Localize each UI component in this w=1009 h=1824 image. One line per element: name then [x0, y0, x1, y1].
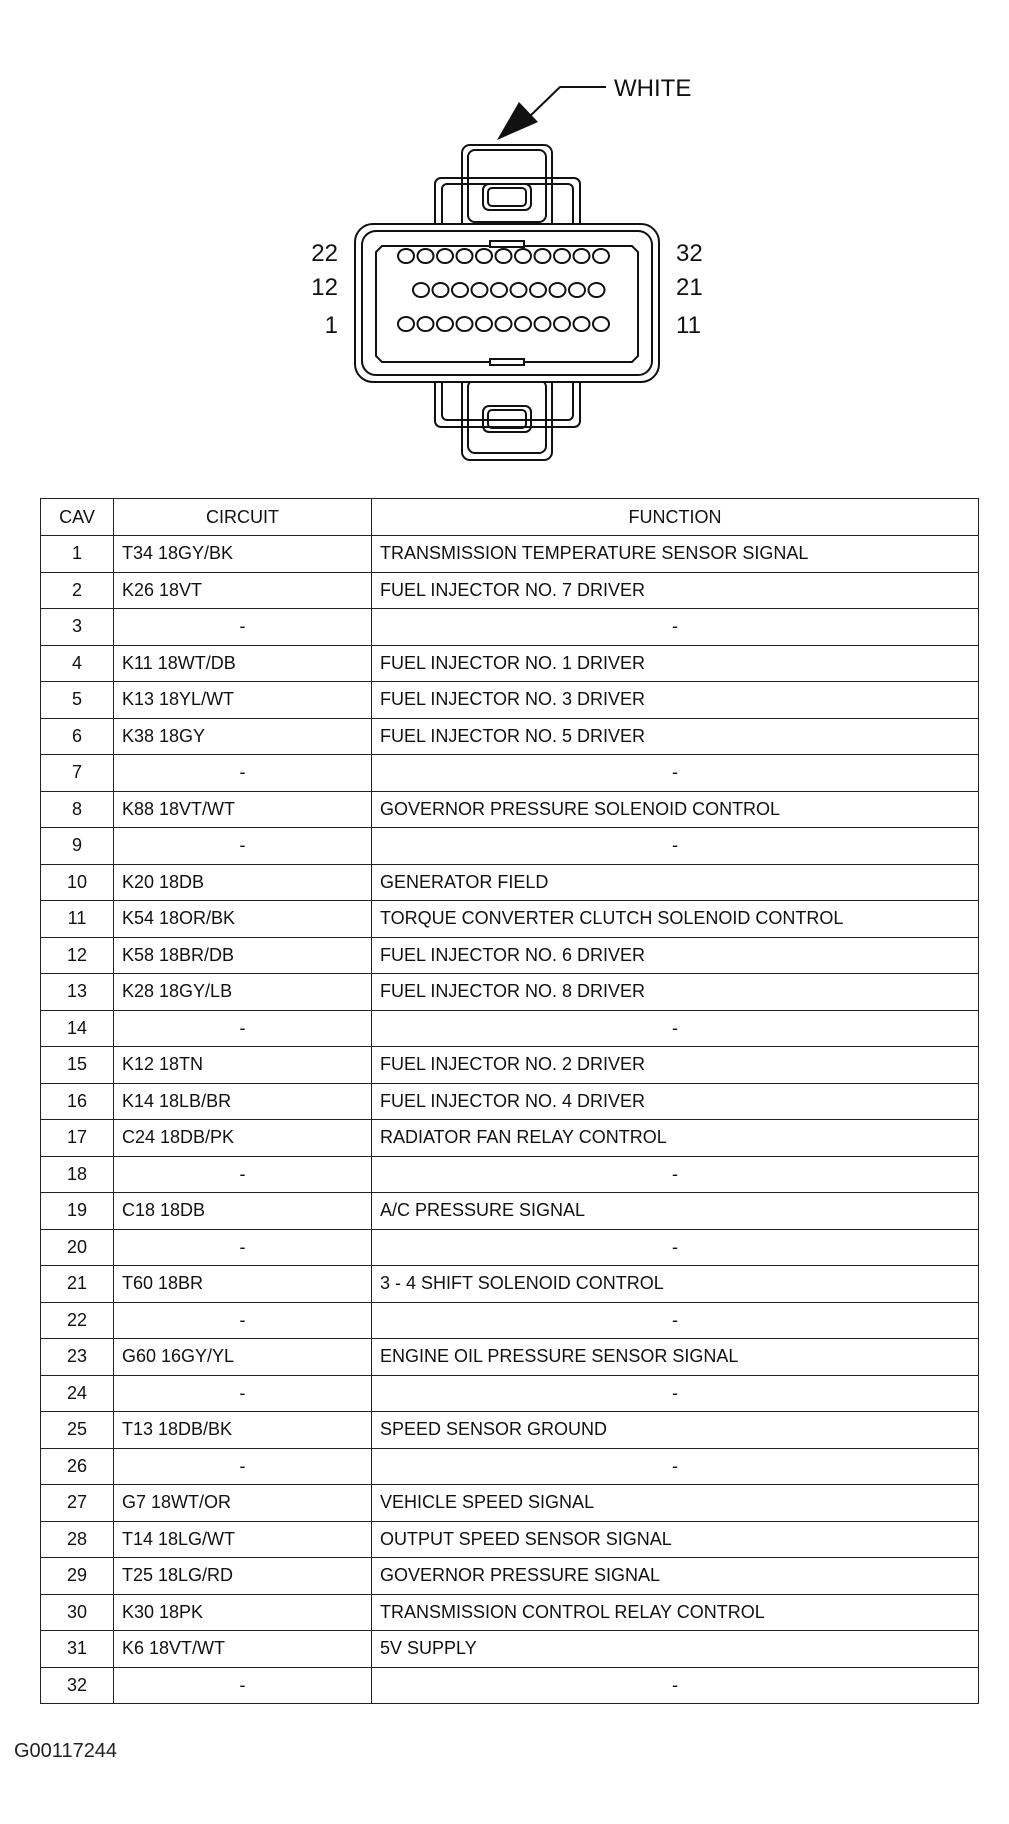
header-circuit: CIRCUIT [114, 499, 372, 536]
function-cell: 3 - 4 SHIFT SOLENOID CONTROL [372, 1266, 979, 1303]
pin-cavity [515, 317, 531, 331]
pin-labels-left [311, 240, 338, 339]
function-cell: GOVERNOR PRESSURE SOLENOID CONTROL [372, 791, 979, 828]
cav-cell: 4 [41, 645, 114, 682]
cav-cell: 24 [41, 1375, 114, 1412]
pin-cavity [418, 249, 434, 263]
table-row [41, 1375, 979, 1412]
function-cell: - [372, 1010, 979, 1047]
circuit-cell: K14 18LB/BR [114, 1083, 372, 1120]
function-cell: FUEL INJECTOR NO. 7 DRIVER [372, 572, 979, 609]
pin-cavity [398, 317, 414, 331]
circuit-cell: K11 18WT/DB [114, 645, 372, 682]
table-row [41, 1631, 979, 1668]
pin-cavity [535, 249, 551, 263]
circuit-cell: - [114, 755, 372, 792]
circuit-cell: - [114, 1667, 372, 1704]
leader-line [528, 87, 606, 118]
function-cell: VEHICLE SPEED SIGNAL [372, 1485, 979, 1522]
circuit-cell: G60 16GY/YL [114, 1339, 372, 1376]
circuit-cell: - [114, 828, 372, 865]
cav-cell: 32 [41, 1667, 114, 1704]
cav-cell: 12 [41, 937, 114, 974]
function-cell: GENERATOR FIELD [372, 864, 979, 901]
pin-cavity [554, 249, 570, 263]
circuit-cell: K38 18GY [114, 718, 372, 755]
pin-cavity [496, 317, 512, 331]
function-cell: FUEL INJECTOR NO. 2 DRIVER [372, 1047, 979, 1084]
circuit-cell: T13 18DB/BK [114, 1412, 372, 1449]
circuit-cell: K28 18GY/LB [114, 974, 372, 1011]
table-row [41, 1156, 979, 1193]
pin-cavity [589, 283, 605, 297]
circuit-cell: K88 18VT/WT [114, 791, 372, 828]
table-row [41, 572, 979, 609]
function-cell: RADIATOR FAN RELAY CONTROL [372, 1120, 979, 1157]
pin-cavity [437, 249, 453, 263]
pin-cavity [437, 317, 453, 331]
cav-cell: 8 [41, 791, 114, 828]
pin-cavity [550, 283, 566, 297]
circuit-cell: K20 18DB [114, 864, 372, 901]
table-row [41, 1594, 979, 1631]
table-row [41, 1302, 979, 1339]
pin-cavity [452, 283, 468, 297]
cav-cell: 2 [41, 572, 114, 609]
cav-cell: 1 [41, 536, 114, 573]
table-row [41, 864, 979, 901]
cav-cell: 15 [41, 1047, 114, 1084]
circuit-cell: K58 18BR/DB [114, 937, 372, 974]
table-row [41, 718, 979, 755]
table-row [41, 609, 979, 646]
pin-label-21: 21 [676, 274, 703, 301]
circuit-cell: C24 18DB/PK [114, 1120, 372, 1157]
table-row [41, 791, 979, 828]
function-cell: SPEED SENSOR GROUND [372, 1412, 979, 1449]
pin-cavity [515, 249, 531, 263]
function-cell: ENGINE OIL PRESSURE SENSOR SIGNAL [372, 1339, 979, 1376]
function-cell: - [372, 828, 979, 865]
function-cell: - [372, 609, 979, 646]
pin-cavity [413, 283, 429, 297]
function-cell: - [372, 1156, 979, 1193]
pin-cavity [593, 249, 609, 263]
function-cell: - [372, 1229, 979, 1266]
circuit-cell: - [114, 1156, 372, 1193]
circuit-cell: T14 18LG/WT [114, 1521, 372, 1558]
pin-label-12: 12 [311, 274, 338, 301]
pin-cavity [418, 317, 434, 331]
cav-cell: 30 [41, 1594, 114, 1631]
circuit-cell: K6 18VT/WT [114, 1631, 372, 1668]
function-cell: - [372, 1375, 979, 1412]
table-body [41, 536, 979, 1704]
table-row [41, 1521, 979, 1558]
table-row [41, 974, 979, 1011]
cav-cell: 28 [41, 1521, 114, 1558]
table-row [41, 828, 979, 865]
function-cell: FUEL INJECTOR NO. 4 DRIVER [372, 1083, 979, 1120]
pin-labels-right [676, 240, 703, 339]
circuit-cell: - [114, 1375, 372, 1412]
pin-cavity [457, 249, 473, 263]
connector-face-view [0, 0, 1009, 480]
circuit-cell: K26 18VT [114, 572, 372, 609]
table-row [41, 1047, 979, 1084]
header-function: FUNCTION [372, 499, 979, 536]
arrow-head-icon [497, 102, 538, 140]
circuit-cell: - [114, 1229, 372, 1266]
connector-pinout-table [40, 498, 979, 1704]
cav-cell: 19 [41, 1193, 114, 1230]
pin-cavity [472, 283, 488, 297]
pin-cavity [535, 317, 551, 331]
cav-cell: 25 [41, 1412, 114, 1449]
header-cav: CAV [41, 499, 114, 536]
function-cell: FUEL INJECTOR NO. 6 DRIVER [372, 937, 979, 974]
circuit-cell: T34 18GY/BK [114, 536, 372, 573]
table-row [41, 645, 979, 682]
function-cell: - [372, 1448, 979, 1485]
cav-cell: 14 [41, 1010, 114, 1047]
cav-cell: 23 [41, 1339, 114, 1376]
cav-cell: 17 [41, 1120, 114, 1157]
circuit-cell: K13 18YL/WT [114, 682, 372, 719]
table-row [41, 1485, 979, 1522]
table-row [41, 1266, 979, 1303]
function-cell: TRANSMISSION TEMPERATURE SENSOR SIGNAL [372, 536, 979, 573]
cav-cell: 3 [41, 609, 114, 646]
function-cell: TORQUE CONVERTER CLUTCH SOLENOID CONTROL [372, 901, 979, 938]
circuit-cell: T60 18BR [114, 1266, 372, 1303]
cav-cell: 5 [41, 682, 114, 719]
cav-cell: 21 [41, 1266, 114, 1303]
function-cell: FUEL INJECTOR NO. 1 DRIVER [372, 645, 979, 682]
connector-body [355, 224, 659, 382]
table-row [41, 937, 979, 974]
cav-cell: 20 [41, 1229, 114, 1266]
circuit-cell: K30 18PK [114, 1594, 372, 1631]
table-row [41, 1412, 979, 1449]
circuit-cell: G7 18WT/OR [114, 1485, 372, 1522]
function-cell: - [372, 1302, 979, 1339]
function-cell: A/C PRESSURE SIGNAL [372, 1193, 979, 1230]
cav-cell: 27 [41, 1485, 114, 1522]
figure-id: G00117244 [14, 1740, 118, 1762]
pin-cavity [398, 249, 414, 263]
table-row [41, 1120, 979, 1157]
pin-cavity [491, 283, 507, 297]
pin-label-22: 22 [311, 240, 338, 267]
table-row [41, 1667, 979, 1704]
pin-cavity [511, 283, 527, 297]
pin-cavity [569, 283, 585, 297]
table-row [41, 901, 979, 938]
cav-cell: 29 [41, 1558, 114, 1595]
function-cell: FUEL INJECTOR NO. 3 DRIVER [372, 682, 979, 719]
table-row [41, 755, 979, 792]
table-row [41, 682, 979, 719]
pin-cavity [554, 317, 570, 331]
function-cell: FUEL INJECTOR NO. 5 DRIVER [372, 718, 979, 755]
circuit-cell: - [114, 1302, 372, 1339]
pin-cavity [574, 317, 590, 331]
white-color-callout [497, 75, 691, 140]
pin-label-32: 32 [676, 240, 703, 267]
table-header-row [41, 499, 979, 536]
pin-cavities [398, 249, 609, 331]
circuit-cell: T25 18LG/RD [114, 1558, 372, 1595]
cav-cell: 6 [41, 718, 114, 755]
label-white: WHITE [614, 75, 692, 102]
pin-cavity [574, 249, 590, 263]
pin-label-1: 1 [324, 312, 338, 339]
function-cell: OUTPUT SPEED SENSOR SIGNAL [372, 1521, 979, 1558]
pin-cavity [593, 317, 609, 331]
cav-cell: 9 [41, 828, 114, 865]
cav-cell: 18 [41, 1156, 114, 1193]
circuit-cell: C18 18DB [114, 1193, 372, 1230]
function-cell: TRANSMISSION CONTROL RELAY CONTROL [372, 1594, 979, 1631]
pin-cavity [496, 249, 512, 263]
function-cell: 5V SUPPLY [372, 1631, 979, 1668]
function-cell: - [372, 1667, 979, 1704]
circuit-cell: K54 18OR/BK [114, 901, 372, 938]
table-row [41, 1083, 979, 1120]
cav-cell: 7 [41, 755, 114, 792]
table-row [41, 1448, 979, 1485]
table-row [41, 1193, 979, 1230]
pin-cavity [457, 317, 473, 331]
cav-cell: 16 [41, 1083, 114, 1120]
pin-cavity [476, 317, 492, 331]
cav-cell: 22 [41, 1302, 114, 1339]
table-row [41, 1229, 979, 1266]
circuit-cell: K12 18TN [114, 1047, 372, 1084]
circuit-cell: - [114, 609, 372, 646]
pin-cavity [530, 283, 546, 297]
cav-cell: 10 [41, 864, 114, 901]
pin-cavity [433, 283, 449, 297]
pin-label-11: 11 [676, 312, 701, 339]
function-cell: - [372, 755, 979, 792]
cav-cell: 13 [41, 974, 114, 1011]
table-row [41, 1010, 979, 1047]
table-row [41, 1558, 979, 1595]
cav-cell: 11 [41, 901, 114, 938]
function-cell: GOVERNOR PRESSURE SIGNAL [372, 1558, 979, 1595]
circuit-cell: - [114, 1448, 372, 1485]
connector-diagram [0, 0, 1009, 480]
table-row [41, 1339, 979, 1376]
circuit-cell: - [114, 1010, 372, 1047]
function-cell: FUEL INJECTOR NO. 8 DRIVER [372, 974, 979, 1011]
cav-cell: 26 [41, 1448, 114, 1485]
table-row [41, 536, 979, 573]
pin-cavity [476, 249, 492, 263]
cav-cell: 31 [41, 1631, 114, 1668]
